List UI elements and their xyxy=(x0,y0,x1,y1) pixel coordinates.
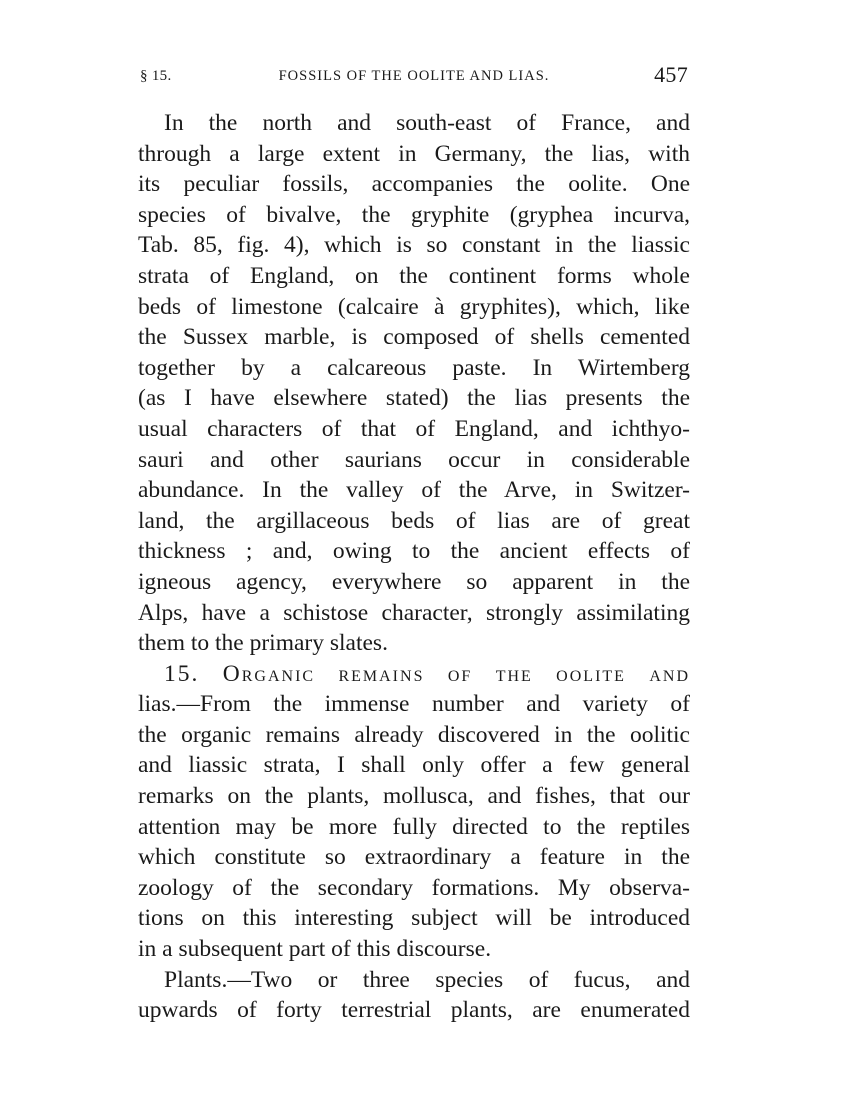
text-line: usual characters of that of England, and ichthyo- xyxy=(138,415,690,442)
page-number: 457 xyxy=(654,62,688,87)
text-line: and liassic strata, I shall only offer a few general xyxy=(138,752,690,779)
text-line: remarks on the plants, mollusca, and fishes, that our xyxy=(138,783,690,810)
text-line: them to the primary slates. xyxy=(138,630,388,657)
text-line: the organic remains already discovered in the oolitic xyxy=(138,721,690,748)
text-line: its peculiar fossils, accompanies the oolite. One xyxy=(138,171,690,198)
text-line: through a large extent in Germany, the lias, with xyxy=(138,140,690,167)
text-line: land, the argillaceous beds of lias are of great xyxy=(138,507,690,534)
text-line: zoology of the secondary formations. My observa- xyxy=(138,874,690,901)
text-line: thickness ; and, owing to the ancient effects of xyxy=(138,538,690,565)
text-line: upwards of forty terrestrial plants, are enumerated xyxy=(138,997,690,1024)
text-line: (as I have elsewhere stated) the lias presents the xyxy=(138,385,690,412)
text-line: tions on this interesting subject will be introduced xyxy=(138,905,690,932)
page-body xyxy=(138,108,690,1026)
text-line: Alps, have a schistose character, strongly assimilating xyxy=(138,599,690,626)
text-line: abundance. In the valley of the Arve, in Switzer- xyxy=(138,477,690,504)
text-line: strata of England, on the continent forms whole xyxy=(138,262,690,289)
text-line: in a subsequent part of this discourse. xyxy=(138,936,492,963)
text-line: lias.—From the immense number and variety of xyxy=(138,691,690,718)
text-line: which constitute so extraordinary a feature in the xyxy=(138,844,690,871)
section-heading: 15. Organic remains of the oolite and xyxy=(164,660,690,687)
text-line: sauri and other saurians occur in considerable xyxy=(138,446,690,473)
section-mark: § 15. xyxy=(140,68,172,84)
text-line: Tab. 85, fig. 4), which is so constant in the liassic xyxy=(138,232,690,259)
text-line: together by a calcareous paste. In Wirtemberg xyxy=(138,354,690,381)
text-line: attention may be more fully directed to the reptiles xyxy=(138,813,690,840)
text-line: In the north and south-east of France, and xyxy=(164,110,690,136)
running-header xyxy=(138,62,690,92)
text-line: species of bivalve, the gryphite (gryphea incurva, xyxy=(138,201,690,228)
text-line: igneous agency, everywhere so apparent in the xyxy=(138,568,690,595)
running-title: FOSSILS OF THE OOLITE AND LIAS. xyxy=(278,68,550,84)
text-line: the Sussex marble, is composed of shells cemented xyxy=(138,324,690,351)
section-heading-line xyxy=(138,659,690,690)
text-line: Plants.—Two or three species of fucus, and xyxy=(164,966,690,993)
text-line: beds of limestone (calcaire à gryphites), which, like xyxy=(138,293,690,320)
